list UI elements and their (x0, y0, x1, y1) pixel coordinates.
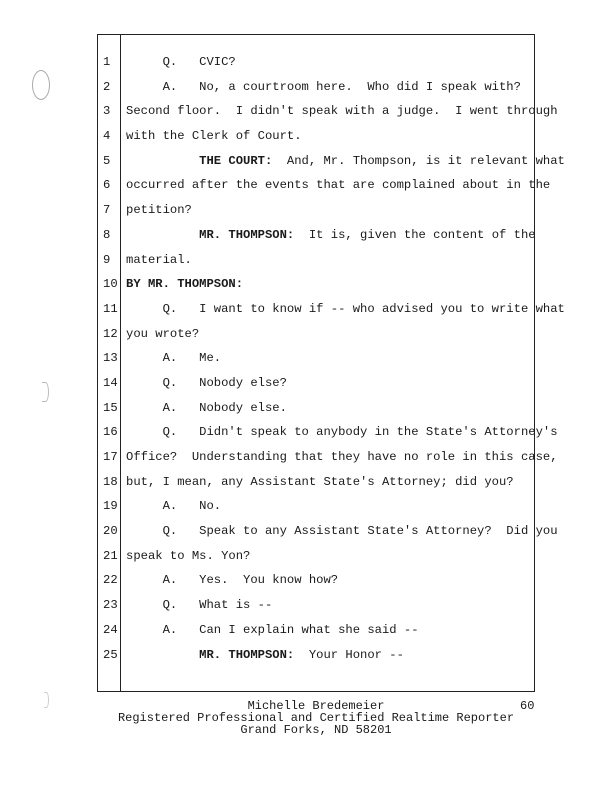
line-text: Q. CVIC? (126, 55, 236, 69)
hole-punch-mark (44, 692, 49, 708)
line-text: A. No. (126, 499, 222, 514)
transcript-line (97, 376, 535, 401)
page-number: 60 (520, 699, 535, 713)
transcript-line (97, 203, 535, 228)
line-text: A. Nobody else. (126, 400, 287, 415)
line-text: you wrote? (126, 326, 200, 341)
line-text: Second floor. I didn't speak with a judge. I went through (126, 104, 558, 119)
line-text: with the Clerk of Court. (126, 129, 302, 144)
hole-punch-mark (42, 382, 49, 402)
line-text: Q. Speak to any Assistant State's Attorney? Did you (126, 524, 558, 539)
transcript-line (97, 499, 535, 524)
line-text: A. Me. (126, 351, 222, 366)
line-text: petition? (126, 203, 192, 218)
reporter-certification: Registered Professional and Certified Realtime Reporter (117, 711, 515, 725)
line-number: 9 (103, 252, 111, 267)
transcript-line (97, 327, 535, 352)
line-text: occurred after the events that are complained about in the (126, 178, 551, 193)
transcript-line (97, 153, 565, 179)
hole-punch-mark (32, 70, 50, 100)
transcript-line (97, 129, 535, 154)
line-number: 24 (103, 622, 118, 637)
line-text: A. Can I explain what she said -- (126, 622, 419, 637)
line-text: Q. Nobody else? (126, 375, 287, 390)
transcript-line (97, 80, 535, 105)
line-number: 2 (103, 79, 111, 94)
reporter-name: Michelle Bredemeier (247, 699, 385, 713)
line-number: 7 (103, 203, 111, 218)
transcript-line (97, 598, 535, 623)
line-number: 20 (103, 524, 118, 539)
transcript-line (97, 475, 535, 500)
transcript-line (97, 178, 551, 203)
line-number: 8 (103, 227, 111, 242)
line-text: speak to Ms. Yon? (126, 548, 251, 563)
transcript-line (97, 623, 535, 648)
line-number: 12 (103, 326, 118, 341)
transcript-line (97, 351, 535, 376)
transcript-line (97, 301, 565, 327)
transcript-line (97, 401, 535, 426)
line-number: 11 (103, 301, 118, 316)
line-number: 18 (103, 474, 118, 489)
line-number: 19 (103, 499, 118, 514)
transcript-line (97, 277, 535, 302)
line-text: THE COURT: And, Mr. Thompson, is it relevant what (199, 153, 565, 168)
transcript-line (97, 55, 535, 80)
line-text: Q. What is -- (126, 598, 273, 613)
line-text: A. Yes. You know how? (126, 573, 339, 588)
line-number: 17 (103, 450, 118, 464)
line-number: 15 (103, 400, 118, 415)
line-number: 4 (103, 129, 111, 144)
transcript-line (97, 253, 535, 278)
reporter-location: Grand Forks, ND 58201 (240, 723, 392, 737)
line-text: BY MR. THOMPSON: (126, 277, 244, 292)
transcript-line (97, 450, 558, 475)
transcript-lines (97, 55, 565, 672)
transcript-line (97, 425, 558, 450)
line-number: 1 (103, 55, 111, 69)
line-text: A. No, a courtroom here. Who did I speak with? (126, 79, 521, 94)
line-number: 6 (103, 178, 111, 193)
line-number: 10 (103, 277, 118, 292)
line-number: 3 (103, 104, 111, 119)
line-number: 25 (103, 647, 118, 662)
line-number: 14 (103, 375, 118, 390)
line-text: Office? Understanding that they have no role in this case, (126, 450, 558, 464)
line-text: MR. THOMPSON: It is, given the content of the (199, 227, 536, 242)
transcript-line (97, 228, 535, 253)
line-number: 23 (103, 598, 118, 613)
transcript-line (97, 573, 535, 598)
line-number: 5 (103, 153, 111, 168)
transcript-line (97, 524, 558, 549)
line-number: 13 (103, 351, 118, 366)
line-text: Q. Didn't speak to anybody in the State's Attorney's (126, 425, 558, 440)
line-text: MR. THOMPSON: Your Honor -- (199, 647, 404, 662)
line-number: 22 (103, 573, 118, 588)
transcript-line (97, 648, 535, 673)
line-text: material. (126, 252, 192, 267)
line-number: 21 (103, 548, 118, 563)
transcript-line (97, 104, 558, 129)
line-text: but, I mean, any Assistant State's Attorney; did you? (126, 474, 514, 489)
line-text: Q. I want to know if -- who advised you to write what (126, 301, 565, 316)
line-number: 16 (103, 425, 118, 440)
transcript-line (97, 549, 535, 574)
